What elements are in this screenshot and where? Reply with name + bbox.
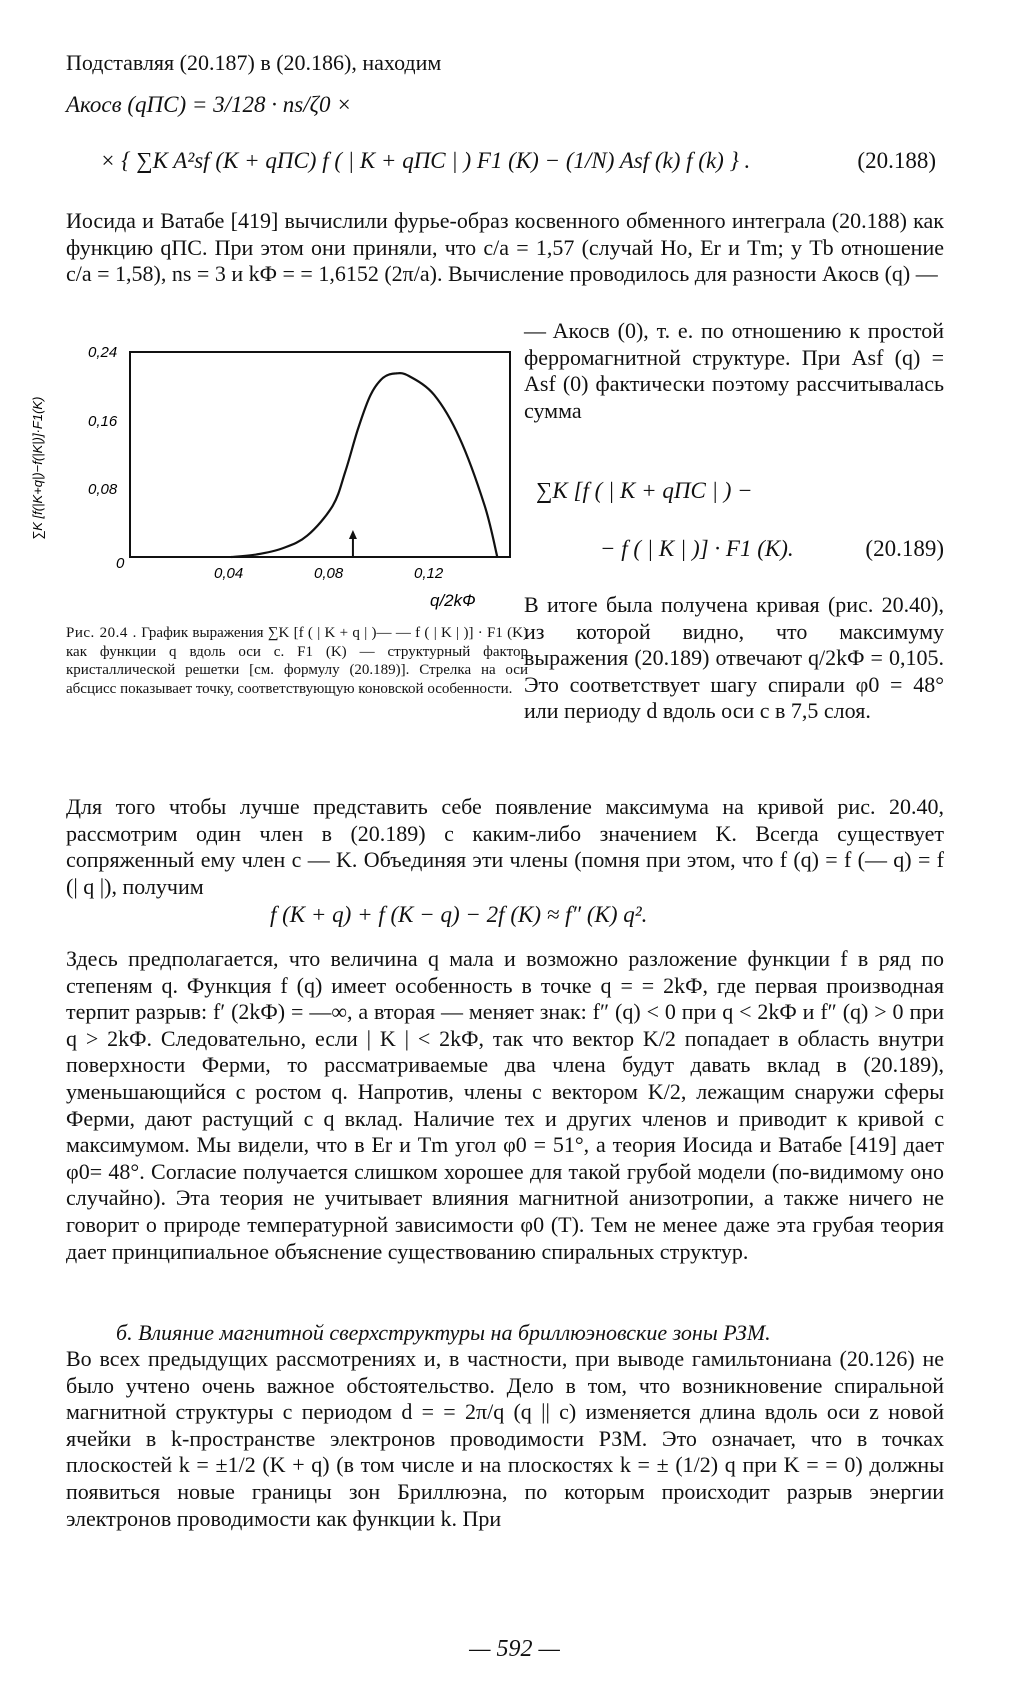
equation-number-20-188: (20.188) — [857, 148, 936, 173]
y-tick-label-1: 0,16 — [88, 413, 118, 430]
equation-20-189-line1: ∑K [f ( | K + qПС | ) − — [536, 478, 753, 503]
y-tick-label-0: 0,24 — [88, 344, 118, 361]
section-heading: б. Влияние магнитной сверхструктуры на бриллюэновские зоны РЗМ. — [116, 1320, 771, 1345]
kohn-anomaly-arrow — [349, 530, 357, 557]
equation-20-188-line2: × { ∑K A²sf (K + qПС) f ( | K + qПС | ) F1 (K) − (1/N) Asf (k) f (k) } . (20.188) — [100, 148, 936, 173]
paragraph-maximum-explanation: Для того чтобы лучше представить себе появление максимума на кривой рис. 20.40, рассмотрим один член в (20.189) с каким-либо значением K. Всегда существует сопряженный ему член с — K. Объединяя эти члены (помня при этом, что f (q) = f (— q) = f (| q |), получим — [66, 794, 944, 899]
paragraph-right-column: — Aкосв (0), т. е. по отношению к простой ферромагнитной структуре. При Asf (q) = Asf (0) фактически поэтому рассчитывалась сумма — [524, 318, 944, 423]
y-tick-label-2: 0,08 — [88, 481, 118, 498]
arrow-head — [349, 530, 357, 539]
y-axis-label: ∑K [f(|K+q|)−f(|K|)]·F1(K) — [30, 396, 45, 540]
x-tick-label-2: 0,12 — [414, 565, 444, 582]
paragraph-brillouin: Во всех предыдущих рассмотрениях и, в частности, при выводе гамильтониана (20.126) не было учтено очень важное обстоятельство. Дело в том, что возникновение спиральной магнитной структуры с периодом d = = 2π/q (q || c) изменяется длина вдоль оси z новой ячейки в k-пространстве электронов проводимости РЗМ. Это означает, что в точках плоскостей k = ±1/2 (K + q) (в том числе и на плоскостях k = ± (1/2) q при K = = 0) должны появиться новые границы зон Бриллюэна, по которым происходит разрыв энергии электронов проводимости как функции k. При — [66, 1346, 944, 1531]
paragraph-yosida-watabe: Иосида и Ватабе [419] вычислили фурье-образ косвенного обменного интеграла (20.188) как функцию qПС. При этом они приняли, что c/a = 1,57 (случай Ho, Er и Tm; у Tb отношение c/a = 1,58), ns = 3 и kФ = = 1,6152 (2π/a). Вычисление проводилось для разности Aкосв (q) — — [66, 208, 944, 287]
figure-20-4 — [20, 340, 520, 620]
intro-line: Подставляя (20.187) в (20.186), находим — [66, 50, 442, 75]
y-tick-label-3: 0 — [116, 555, 125, 572]
page-number: — 592 — — [469, 1636, 560, 1662]
equation-taylor: f (K + q) + f (K − q) − 2f (K) ≈ f″ (K) q². — [270, 902, 648, 927]
x-tick-label-1: 0,08 — [314, 565, 344, 582]
figure-caption — [66, 624, 528, 698]
data-curve — [231, 373, 497, 557]
x-axis-label: q/2kФ — [430, 591, 476, 610]
x-tick-label-0: 0,04 — [214, 565, 244, 582]
caption-text: График выражения ∑K [f ( | K + q | )— — f ( | K | )] · F1 (K) как функции q вдоль оси c. F1 (K) — структурный фактор кристаллической решетки [см. формулу (20.189)]. Стрелка на оси абсцисс показывает точку, соответствующую коновской особенности. — [66, 625, 529, 697]
equation-20-189-line2: − f ( | K | )] · F1 (K). (20.189) — [600, 536, 944, 561]
equation-number-20-189: (20.189) — [865, 536, 944, 561]
paragraph-result: В итоге была получена кривая (рис. 20.40), из которой видно, что максимуму выражения (20.189) отвечают q/2kФ = 0,105. Это соответствует шагу спирали φ0 = 48° или периоду d вдоль оси c в 7,5 слоя. — [524, 592, 944, 724]
plot-frame — [130, 352, 510, 557]
paragraph-singularity: Здесь предполагается, что величина q мала и возможно разложение функции f в ряд по степеням q. Функция f (q) имеет особенность в точке q = = 2kФ, где первая производная терпит разрыв: f′ (2kФ) = —∞, а вторая — меняет знак: f″ (q) < 0 при q < 2kФ и f″ (q) > 0 при q > 2kФ. Следовательно, если | K | < 2kФ, так что вектор K/2 попадает в область внутри поверхности Ферми, то рассматриваемые два члена будут давать вклад в (20.189), уменьшающийся с ростом q. Напротив, члены с вектором K/2, лежащим снаружи сферы Ферми, дают растущий с q вклад. Наличие тех и других членов и приводит к кривой с максимумом. Мы видели, что в Er и Tm угол φ0 = 51°, а теория Иосида и Ватабе [419] дает φ0= 48°. Согласие получается слишком хорошее для такой грубой модели (по-видимому оно случайно). Эта теория не учитывает влияния магнитной анизотропии, а также ничего не говорит о природе температурной зависимости φ0 (T). Тем не менее даже эта грубая теория дает принципиальное объяснение существованию спиральных структур. — [66, 946, 944, 1264]
caption-lead: Рис. 20.4 . — [66, 625, 137, 641]
equation-20-188-line1: Aкосв (qПС) = 3/128 · ns/ζ0 × — [66, 92, 352, 117]
